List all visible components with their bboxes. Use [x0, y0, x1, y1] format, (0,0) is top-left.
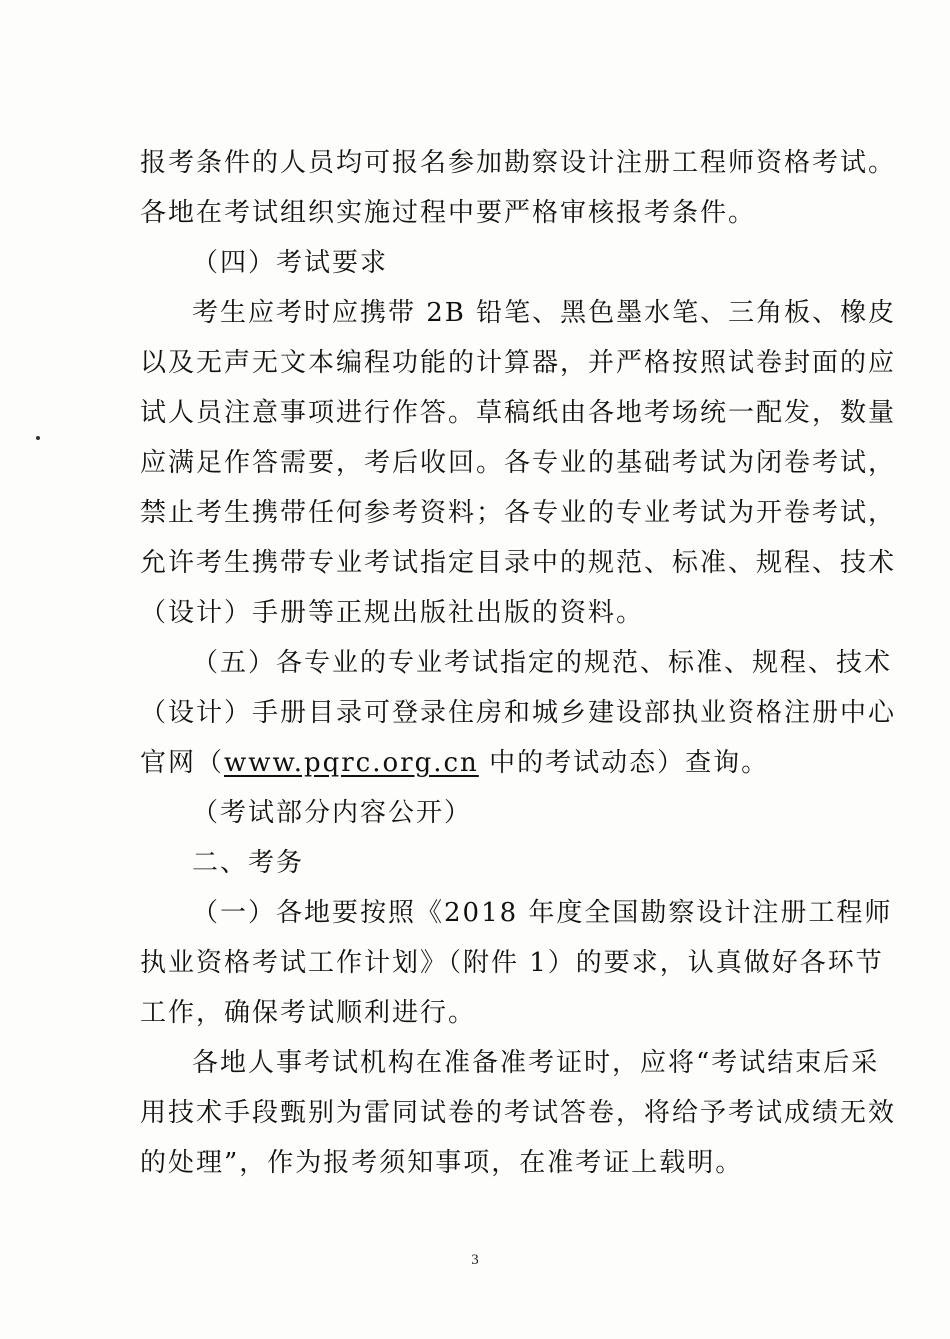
- website-link[interactable]: www.pqrc.org.cn: [224, 748, 479, 778]
- text-segment: 中的考试动态）查询。: [478, 748, 770, 778]
- text-line: 以及无声无文本编程功能的计算器，并严格按照试卷封面的应: [140, 348, 897, 378]
- text-line: 允许考生携带专业考试指定目录中的规范、标准、规程、技术: [140, 548, 897, 578]
- text-line: 报考条件的人员均可报名参加勘察设计注册工程师资格考试。: [140, 148, 897, 178]
- section-heading-kaowu: 二、考务: [192, 848, 305, 878]
- text-line-with-link: [140, 740, 830, 790]
- text-line: （设计）手册等正规出版社出版的资料。: [140, 598, 645, 628]
- text-line: 试人员注意事项进行作答。草稿纸由各地考场统一配发，数量: [140, 398, 897, 428]
- text-line: 执业资格考试工作计划》（附件 1）的要求，认真做好各环节: [140, 948, 884, 978]
- text-line: 考生应考时应携带 2B 铅笔、黑色墨水笔、三角板、橡皮: [192, 298, 897, 328]
- section-five-line: （五）各专业的专业考试指定的规范、标准、规程、技术: [192, 648, 893, 678]
- text-line: （一）各地要按照《2018 年度全国勘察设计注册工程师: [192, 898, 893, 928]
- section-heading-four: （四）考试要求: [192, 248, 389, 278]
- text-line: （设计）手册目录可登录住房和城乡建设部执业资格注册中心: [140, 698, 897, 728]
- text-line: 的处理”，作为报考须知事项，在准考证上载明。: [140, 1148, 744, 1178]
- text-line: 工作，确保考试顺利进行。: [140, 998, 477, 1028]
- text-line: 各地人事考试机构在准备准考证时，应将“考试结束后采: [192, 1048, 880, 1078]
- text-segment: 官网（: [140, 748, 225, 778]
- text-line: 应满足作答需要，考后收回。各专业的基础考试为闭卷考试，: [140, 448, 897, 478]
- note-line: （考试部分内容公开）: [192, 798, 473, 828]
- text-line: 各地在考试组织实施过程中要严格审核报考条件。: [140, 198, 757, 228]
- document-body: [140, 140, 897, 1190]
- page-number: 3: [471, 1252, 479, 1268]
- text-line: 禁止考生携带任何参考资料；各专业的专业考试为开卷考试，: [140, 498, 897, 528]
- text-line: 用技术手段甄别为雷同试卷的考试答卷，将给予考试成绩无效: [140, 1098, 897, 1128]
- scan-speck: [36, 436, 40, 440]
